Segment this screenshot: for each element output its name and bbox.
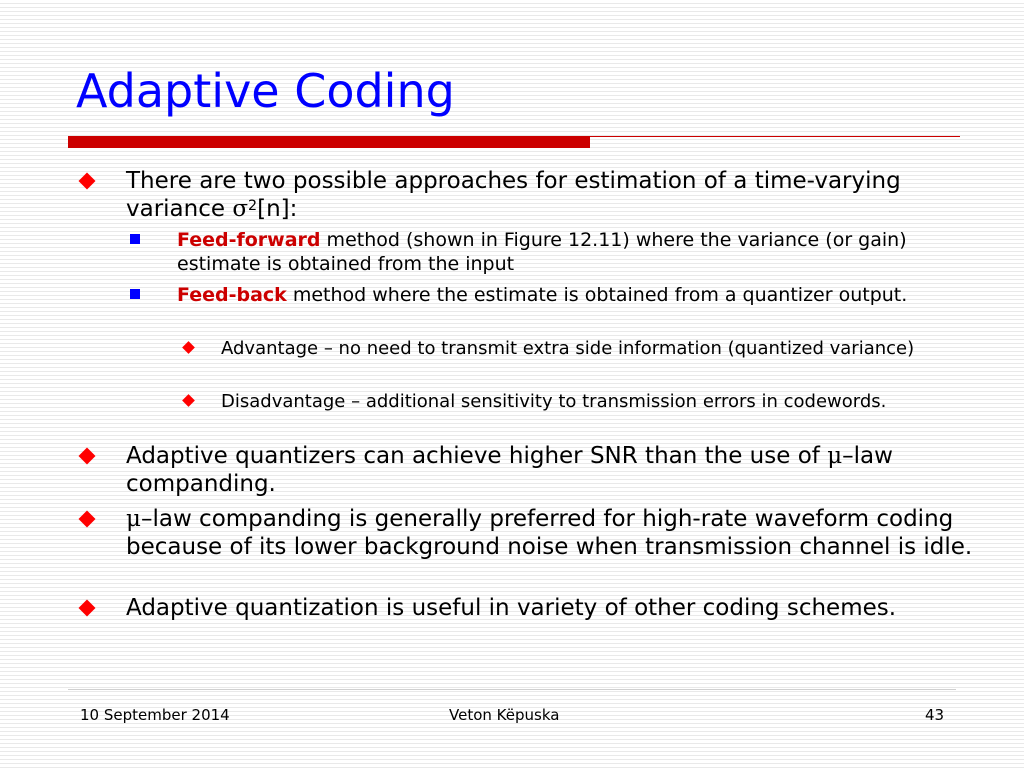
sub-sub-bullet-item: Disadvantage – additional sensitivity to transmission errors in codewords.: [221, 391, 887, 412]
diamond-bullet-icon: [79, 448, 96, 465]
feed-back-term: Feed-back: [177, 284, 287, 306]
diamond-bullet-icon: [79, 173, 96, 190]
diamond-bullet-icon: [182, 341, 195, 354]
bullet-text: There are two possible approaches for estimation of a time-varying variance: [126, 168, 901, 222]
square-bullet-icon: [130, 289, 140, 299]
bullet-text-tail: –law companding.: [126, 443, 893, 497]
square-bullet-icon: [130, 234, 140, 244]
sub-bullet-item: [177, 228, 967, 276]
bullet-text-tail: [n]:: [257, 196, 298, 222]
footer-divider: [68, 689, 956, 690]
sub-bullet-text: method where the estimate is obtained from a quantizer output.: [286, 284, 908, 306]
bullet-item: [126, 442, 986, 498]
footer-author: Veton Këpuska: [449, 706, 560, 724]
bullet-text: Adaptive quantizers can achieve higher SNR than the use of: [126, 443, 828, 469]
bullet-item: Adaptive quantization is useful in variety of other coding schemes.: [126, 595, 897, 621]
sigma-symbol: σ: [232, 196, 249, 222]
diamond-bullet-icon: [79, 600, 96, 617]
bullet-item: [126, 505, 986, 561]
superscript: 2: [248, 197, 258, 214]
slide-number: 43: [925, 706, 945, 724]
bullet-item: [126, 167, 986, 223]
sub-bullet-item: [177, 283, 967, 307]
footer-date: 10 September 2014: [80, 706, 230, 724]
slide-title: Adaptive Coding: [76, 64, 455, 118]
diamond-bullet-icon: [182, 394, 195, 407]
mu-symbol: μ: [827, 443, 843, 469]
feed-forward-term: Feed-forward: [177, 229, 321, 251]
sub-sub-bullet-item: Advantage – no need to transmit extra side information (quantized variance): [221, 338, 915, 359]
sub-bullet-text: method (shown in Figure 12.11) where the variance (or gain) estimate is obtained from the input: [177, 229, 907, 275]
mu-symbol: μ: [126, 506, 141, 532]
diamond-bullet-icon: [79, 511, 96, 528]
bullet-text: –law companding is generally preferred for high-rate waveform coding because of its lower background noise when transmission channel is idle.: [126, 506, 973, 560]
